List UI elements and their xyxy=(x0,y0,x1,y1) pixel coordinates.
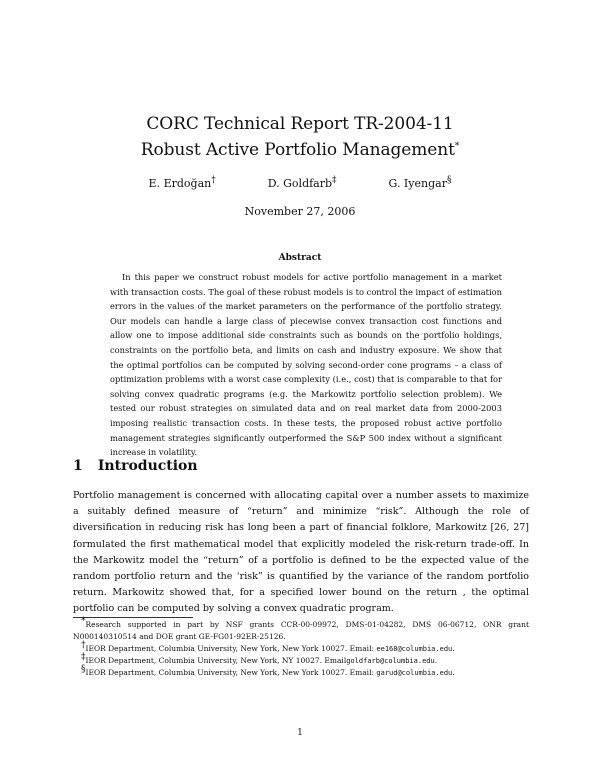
email-link[interactable]: ee168@columbia.edu xyxy=(376,645,453,653)
section-body: Portfolio management is concerned with allocating capital over a number assets to maximize a suitably defined measure of “return” and minimize “risk”. Although the role of diversification in reducing risk has long been a part of financial folklore, Markowitz [26, 27] formulated the first mathematical model that explicitly modeled the risk-return trade-off. In the Markowitz model the “return” of a portfolio is defined to be the expected value of the random portfolio return and the ‘risk” is quantified by the variance of the random portfolio return. Markowitz showed that, for a specified lower bound on the return , the optimal portfolio can be computed by solving a convex quadratic program. xyxy=(73,490,529,615)
author-list xyxy=(0,177,600,190)
section-title: Introduction xyxy=(97,458,198,474)
footnote-rule xyxy=(73,617,193,618)
author-2-mark: ‡ xyxy=(332,175,337,186)
report-number xyxy=(0,114,600,134)
author-1-mark: † xyxy=(211,175,216,186)
abstract-text: In this paper we construct robust models for active portfolio management in a market with transaction costs. The goal of these robust models is to control the impact of estimation errors in the values of the market parameters on the performance of the portfolio strategy. Our models can handle a large class of piecewise convex transaction cost functions and allow one to impose additional side constraints such as bounds on the portfolio holdings, constraints on the portfolio beta, and limits on cash and industry exposure. We show that the optimal portfolios can be computed by solving second-order cone programs – a class of optimization problems with a worst case complexity (i.e., cost) that is comparable to that for solving convex quadratic programs (e.g. the Markowitz portfolio selection problem). We tested our robust strategies on simulated data and on real market data from 2000-2003 imposing realistic transaction costs. In these tests, the proposed robust active portfolio management strategies significantly outperformed the S&P 500 index without a significant increase in volatility. xyxy=(110,272,502,458)
author-1: E. Erdoğan† xyxy=(148,175,216,190)
paper-title-text: Robust Active Portfolio Management xyxy=(140,140,455,160)
footnote-3: ‡IEOR Department, Columbia University, New York, NY 10027. Emailgoldfarb@columbia.edu. xyxy=(81,652,438,665)
section-heading xyxy=(73,458,198,474)
email-link[interactable]: garud@columbia.edu xyxy=(376,669,453,677)
section-number: 1 xyxy=(73,458,83,474)
paper-title xyxy=(0,140,600,160)
page-number: 1 xyxy=(297,728,303,738)
abstract-heading: Abstract xyxy=(278,253,322,263)
report-number-text: CORC Technical Report TR-2004-11 xyxy=(146,114,454,134)
title-footnote-mark: * xyxy=(454,141,460,152)
footnote-2: †IEOR Department, Columbia University, New York, New York 10027. Email: ee168@columbia.edu. xyxy=(81,640,455,653)
footnote-1: *Research supported in part by NSF grants CCR-00-09972, DMS-01-04282, DMS 06-06712, ONR grant N000140310514 and DOE grant GE-FG01-92ER-25126. xyxy=(73,616,529,641)
paper-date: November 27, 2006 xyxy=(244,205,356,218)
author-3: G. Iyengar§ xyxy=(388,175,452,190)
footnote-4: §IEOR Department, Columbia University, New York, New York 10027. Email: garud@columbia.edu. xyxy=(81,664,455,677)
email-link[interactable]: goldfarb@columbia.edu xyxy=(346,657,435,665)
author-2: D. Goldfarb‡ xyxy=(267,175,337,190)
author-3-mark: § xyxy=(446,175,452,186)
